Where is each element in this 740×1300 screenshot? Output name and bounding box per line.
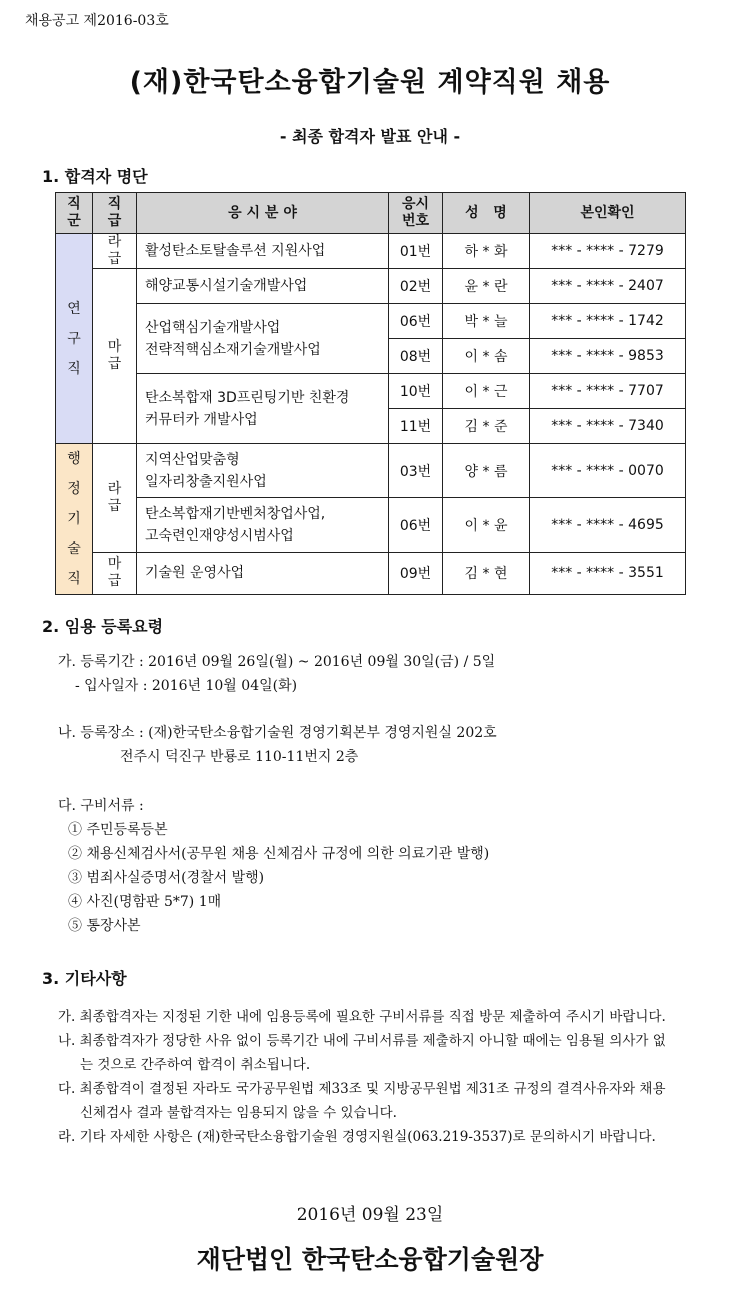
field-cell: 활성탄소토탈솔루션 지원사업 [137, 234, 389, 269]
registration-period: 가. 등록기간 : 2016년 09월 26일(월) ~ 2016년 09월 30일(금) / 5일 [58, 654, 496, 670]
name-cell: 양 * 름 [443, 444, 530, 498]
other-item: 가. 최종합격자는 지정된 기한 내에 임용등록에 필요한 구비서류를 직접 방문 제출하여 주시기 바랍니다. [58, 1009, 666, 1025]
header-number: 응시 번호 [389, 193, 443, 234]
name-cell: 하 * 화 [443, 234, 530, 269]
name-cell: 이 * 근 [443, 374, 530, 409]
table-row [56, 304, 686, 339]
section-heading-other: 3. 기타사항 [42, 969, 127, 988]
grade-cell: 라 급 [93, 444, 137, 553]
name-cell: 김 * 준 [443, 409, 530, 444]
name-cell: 윤 * 란 [443, 269, 530, 304]
page-title: (재)한국탄소융합기술원 계약직원 채용 [129, 67, 611, 98]
document-item: ④ 사진(명함판 5*7) 1매 [68, 894, 222, 910]
other-item: 라. 기타 자세한 사항은 (재)한국탄소융합기술원 경영지원실(063.219-3537)로 문의하시기 바랍니다. [58, 1129, 656, 1145]
notice-number: 채용공고 제2016-03호 [25, 13, 169, 29]
verify-cell: *** - **** - 0070 [530, 444, 686, 498]
section-heading-registration: 2. 임용 등록요령 [42, 617, 164, 636]
number-cell: 01번 [389, 234, 443, 269]
verify-cell: *** - **** - 7340 [530, 409, 686, 444]
number-cell: 09번 [389, 552, 443, 594]
table-row [56, 374, 686, 409]
name-cell: 이 * 윤 [443, 498, 530, 552]
verify-cell: *** - **** - 3551 [530, 552, 686, 594]
header-category: 직 군 [56, 193, 93, 234]
registration-place: 나. 등록장소 : (재)한국탄소융합기술원 경영기획본부 경영지원실 202호 [58, 725, 497, 741]
field-cell: 해양교통시설기술개발사업 [137, 269, 389, 304]
document-item: ③ 범죄사실증명서(경찰서 발행) [68, 870, 265, 886]
grade-cell: 마 급 [93, 552, 137, 594]
successful-candidates-table [55, 192, 686, 595]
category-admin: 행 정 기 술 직 [56, 444, 93, 595]
name-cell: 박 * 늘 [443, 304, 530, 339]
table-header-row [56, 193, 686, 234]
name-cell: 이 * 솜 [443, 339, 530, 374]
document-item: ② 채용신체검사서(공무원 채용 신체검사 규정에 의한 의료기관 발행) [68, 846, 490, 862]
field-cell: 지역산업맞춤형 일자리창출지원사업 [137, 444, 389, 498]
table-row [56, 444, 686, 498]
table-row [56, 269, 686, 304]
other-item: 다. 최종합격이 결정된 자라도 국가공무원법 제33조 및 지방공무원법 제31조 규정의 결격사유자와 채용 [58, 1081, 666, 1097]
number-cell: 11번 [389, 409, 443, 444]
announcement-date: 2016년 09월 23일 [296, 1205, 444, 1225]
header-grade: 직 급 [93, 193, 137, 234]
number-cell: 10번 [389, 374, 443, 409]
table-row [56, 234, 686, 269]
other-item: 신체검사 결과 불합격자는 임용되지 않을 수 있습니다. [80, 1105, 397, 1121]
header-verify: 본인확인 [530, 193, 686, 234]
name-cell: 김 * 현 [443, 552, 530, 594]
field-cell: 산업핵심기술개발사업 전략적핵심소재기술개발사업 [137, 304, 389, 374]
section-heading-roster: 1. 합격자 명단 [42, 167, 148, 186]
verify-cell: *** - **** - 2407 [530, 269, 686, 304]
number-cell: 02번 [389, 269, 443, 304]
number-cell: 08번 [389, 339, 443, 374]
start-date: - 입사일자 : 2016년 10월 04일(화) [75, 678, 298, 694]
field-cell: 탄소복합재기반벤처창업사업, 고숙련인재양성시범사업 [137, 498, 389, 552]
page-subtitle: - 최종 합격자 발표 안내 - [279, 127, 461, 146]
category-research: 연 구 직 [56, 234, 93, 444]
field-cell: 기술원 운영사업 [137, 552, 389, 594]
table-row [56, 498, 686, 552]
registration-address: 전주시 덕진구 반룡로 110-11번지 2층 [120, 749, 359, 765]
document-item: ① 주민등록등본 [68, 822, 168, 838]
number-cell: 06번 [389, 304, 443, 339]
number-cell: 06번 [389, 498, 443, 552]
grade-cell: 마 급 [93, 269, 137, 444]
table-row [56, 552, 686, 594]
documents-heading: 다. 구비서류 : [58, 798, 144, 814]
grade-cell: 라 급 [93, 234, 137, 269]
organization-name: 재단법인 한국탄소융합기술원장 [196, 1245, 544, 1274]
other-item: 나. 최종합격자가 정당한 사유 없이 등록기간 내에 구비서류를 제출하지 아니할 때에는 임용될 의사가 없 [58, 1033, 666, 1049]
field-cell: 탄소복합재 3D프린팅기반 친환경 커뮤터카 개발사업 [137, 374, 389, 444]
other-item: 는 것으로 간주하여 합격이 취소됩니다. [80, 1057, 311, 1073]
header-name: 성 명 [443, 193, 530, 234]
verify-cell: *** - **** - 9853 [530, 339, 686, 374]
number-cell: 03번 [389, 444, 443, 498]
verify-cell: *** - **** - 7707 [530, 374, 686, 409]
verify-cell: *** - **** - 4695 [530, 498, 686, 552]
document-item: ⑤ 통장사본 [68, 918, 141, 934]
header-field: 응 시 분 야 [137, 193, 389, 234]
verify-cell: *** - **** - 7279 [530, 234, 686, 269]
verify-cell: *** - **** - 1742 [530, 304, 686, 339]
